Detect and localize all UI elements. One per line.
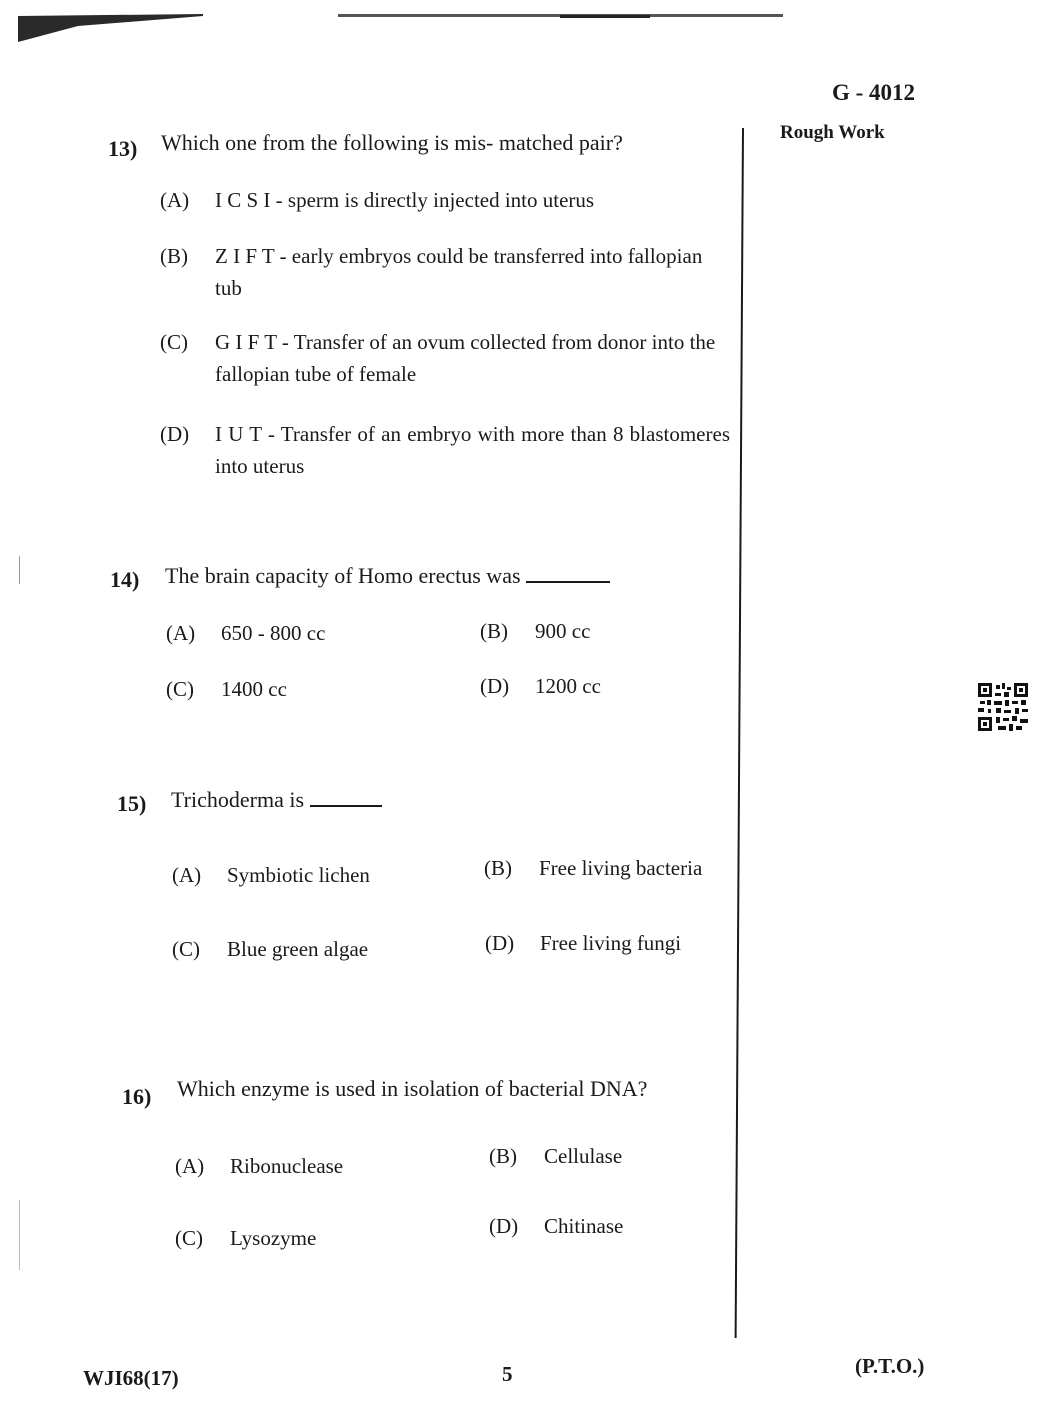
question-text: Which enzyme is used in isolation of bacterial DNA? bbox=[177, 1076, 648, 1101]
question-text: Which one from the following is mis- matched pair? bbox=[161, 130, 623, 155]
option-letter: (A) bbox=[160, 188, 190, 212]
page-number: 5 bbox=[502, 1362, 513, 1386]
option-text: Free living fungi bbox=[540, 931, 682, 955]
option-text: 1200 cc bbox=[535, 674, 601, 698]
answer-blank bbox=[310, 805, 382, 807]
option-text: I C S I - sperm is directly injected into uterus bbox=[215, 188, 595, 212]
option-letter: (D) bbox=[485, 931, 515, 955]
answer-blank bbox=[526, 581, 610, 583]
option-letter: (D) bbox=[160, 422, 190, 446]
option-letter: (C) bbox=[175, 1226, 203, 1250]
option-letter: (A) bbox=[175, 1154, 205, 1178]
question-14 bbox=[110, 563, 740, 713]
option-text: Chitinase bbox=[544, 1214, 624, 1238]
option-text: G I F T - Transfer of an ovum collected from donor into the fallopian tube of female bbox=[215, 330, 716, 386]
option-text: I U T - Transfer of an embryo with more than 8 blastomeres into uterus bbox=[215, 422, 730, 478]
pto-label: (P.T.O.) bbox=[855, 1354, 925, 1378]
option-letter: (D) bbox=[489, 1214, 519, 1238]
option-text: Symbiotic lichen bbox=[227, 863, 370, 887]
option-letter: (B) bbox=[484, 856, 512, 880]
option-text: Z I F T - early embryos could be transferred into fallopian tub bbox=[215, 244, 703, 300]
option-text: 1400 cc bbox=[221, 677, 287, 701]
question-number: 14) bbox=[110, 567, 140, 592]
option-text: Cellulase bbox=[544, 1144, 623, 1168]
footer-code: WJI68(17) bbox=[83, 1366, 179, 1390]
question-13 bbox=[108, 130, 738, 490]
question-text-content: Trichoderma is bbox=[171, 787, 305, 812]
option-letter: (C) bbox=[172, 937, 200, 961]
question-16 bbox=[122, 1072, 742, 1262]
option-text: Ribonuclease bbox=[230, 1154, 344, 1178]
option-letter: (A) bbox=[172, 863, 202, 887]
question-text bbox=[171, 787, 382, 813]
question-15 bbox=[117, 787, 737, 977]
question-number: 16) bbox=[122, 1084, 152, 1109]
option-text: 650 - 800 cc bbox=[221, 621, 326, 645]
scan-artifact-top-left bbox=[18, 12, 208, 42]
question-text-content: The brain capacity of Homo erectus was bbox=[165, 563, 521, 588]
option-text: Free living bacteria bbox=[539, 856, 703, 880]
option-text: 900 cc bbox=[535, 619, 591, 643]
option-letter: (B) bbox=[160, 244, 188, 268]
question-text bbox=[165, 563, 610, 589]
option-letter: (A) bbox=[166, 621, 196, 645]
option-letter: (D) bbox=[480, 674, 510, 698]
question-number: 13) bbox=[108, 136, 138, 161]
option-letter: (C) bbox=[166, 677, 194, 701]
option-letter: (C) bbox=[160, 330, 188, 354]
option-letter: (B) bbox=[489, 1144, 517, 1168]
option-text: Blue green algae bbox=[227, 937, 369, 961]
option-letter: (B) bbox=[480, 619, 508, 643]
option-text: Lysozyme bbox=[230, 1226, 317, 1250]
question-number: 15) bbox=[117, 791, 147, 816]
scan-mark-left-2 bbox=[19, 1200, 20, 1270]
qr-code bbox=[978, 683, 1028, 731]
scan-artifact-top-line-thick bbox=[560, 15, 650, 18]
paper-code: G - 4012 bbox=[832, 80, 916, 105]
rough-work-label: Rough Work bbox=[780, 122, 885, 143]
scan-mark-left-1 bbox=[19, 556, 20, 584]
